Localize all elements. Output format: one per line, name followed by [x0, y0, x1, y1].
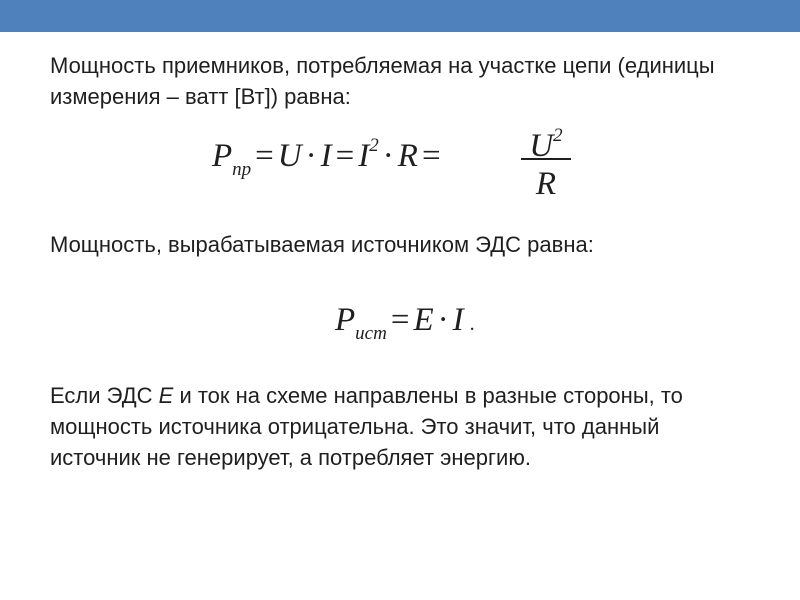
- source-power-formula: [335, 302, 475, 345]
- subscript-pr: пр: [232, 159, 252, 180]
- formula-lhs: [212, 135, 445, 181]
- exponent-2: 2: [553, 125, 563, 146]
- fraction-numerator: [521, 116, 571, 164]
- fraction-denominator: R: [535, 166, 557, 202]
- symbol-i: I: [452, 302, 464, 338]
- multiply-dot: ·: [382, 138, 394, 174]
- exponent-2: 2: [369, 135, 379, 156]
- symbol-e: E: [413, 302, 434, 338]
- symbol-u: U: [529, 128, 554, 164]
- equals-sign: =: [335, 138, 355, 174]
- equals-sign: =: [255, 138, 274, 174]
- source-power-text: Мощность, вырабатываемая источником ЭДС равна:: [50, 232, 594, 257]
- title-band: [0, 0, 800, 32]
- subscript-ist: ист: [355, 323, 387, 344]
- negative-power-text-end: и ток на схеме направлены в разные стороны, то мощность источника отрицательна. Это значит, что данный источник не генерирует, а потребляет энергию.: [50, 383, 683, 470]
- fraction-u2-over-r: [521, 116, 571, 204]
- emf-symbol-e: E: [158, 383, 174, 408]
- formula-end-dot: .: [469, 313, 475, 335]
- symbol-r: R: [397, 138, 418, 174]
- symbol-p: P: [212, 138, 233, 174]
- symbol-i: I: [320, 138, 332, 174]
- negative-power-text: [50, 380, 750, 473]
- symbol-p: P: [335, 302, 356, 338]
- multiply-dot: ·: [437, 302, 449, 338]
- equals-sign: =: [421, 138, 441, 174]
- symbol-u: U: [277, 138, 302, 174]
- equals-sign: =: [390, 302, 410, 338]
- negative-power-text-start: Если ЭДС: [50, 383, 159, 408]
- symbol-i: I: [358, 138, 370, 174]
- multiply-dot: ·: [305, 138, 317, 174]
- power-consumers-text: Мощность приемников, потребляемая на участке цепи (единицы измерения – ватт [Вт]) равна:: [50, 53, 715, 109]
